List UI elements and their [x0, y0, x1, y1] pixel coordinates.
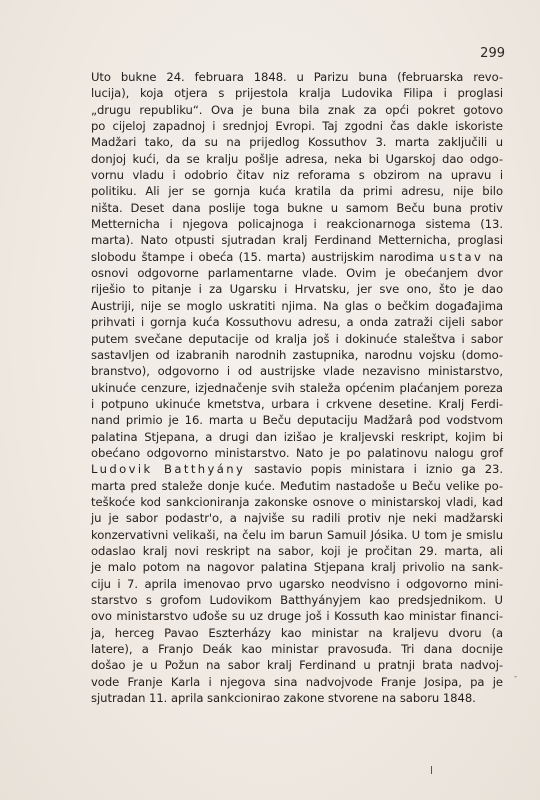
- spaced-word-ustav: ustav: [439, 249, 484, 264]
- text-line-with-spaced-name: [91, 461, 503, 477]
- text-line: došao je u Požun na sabor kralj Ferdinand u pratnji brata nadvoj-: [91, 658, 503, 673]
- text-line: ovo ministarstvo uđoše su uz druge još i Kossuth kao ministar financi-: [91, 609, 503, 624]
- text-line: vornu vladu i odobrio čitav niz reforama s obzirom na upravu i: [91, 168, 503, 183]
- text-line: palatina Stjepana, a drugi dan izišao je kraljevski reskript, kojim bi: [91, 429, 503, 444]
- text-line: teškoće kod sankcioniranja zakonske osnove o ministarskoj vladi, kad: [91, 494, 503, 509]
- text-line: nand primio je 16. marta u Beču deputaciju Madžarâ pod vodstvom: [91, 413, 503, 428]
- text-line: riješio to pitanje i za Ugarsku i Hrvatsku, jer sve ono, što je dao: [91, 282, 503, 297]
- text-fragment: slobodu štampe i obeća (15. marta) austrijskim narodima: [91, 249, 435, 264]
- text-line: Metternicha i njegova policajnoga i reakcionarnoga sistema (13.: [91, 217, 503, 232]
- text-fragment: na: [488, 249, 504, 264]
- text-line: marta pred staleže donje kuće. Međutim nastadoše u Beču velike po-: [91, 478, 503, 493]
- text-line-with-spaced-word: [91, 249, 503, 265]
- text-line: Madžari tako, da su na prijedlog Kossuthov 3. marta zaključili u: [91, 135, 503, 150]
- spaced-name: Ludovik Batthyány: [91, 462, 246, 477]
- body-text: [91, 69, 503, 706]
- page-number: 299: [480, 46, 505, 61]
- print-mark: [431, 766, 432, 774]
- text-line: politiku. Ali jer se gornja kuća kratila da primi adresu, nije bilo: [91, 184, 503, 199]
- text-line: latere), a Franjo Deák kao ministar pravosuđa. Tri dana docnije: [91, 642, 503, 657]
- text-line: „drugu republiku“. Ova je buna bila znak za opći pokret gotovo: [91, 102, 503, 117]
- text-line: ništa. Deset dana poslije toga bukne u samom Beču buna protiv: [91, 200, 503, 215]
- text-line: odaslao kralj novi reskript na sabor, koji je pročitan 29. marta, ali: [91, 543, 503, 558]
- text-line: je malo potom na nagovor palatina Stjepana kralj privolio na sank-: [91, 560, 503, 575]
- text-line: konzervativni velikaši, na čelu im barun Samuil Jósika. U tom je smislu: [91, 527, 503, 542]
- text-line: i potpuno ukinuće kmetstva, urbara i crkvene desetine. Kralj Ferdi-: [91, 396, 503, 411]
- text-line: branstvo), odgovorno i od austrijske vlade nezavisno ministarstvo,: [91, 364, 503, 379]
- text-line: ukinuće cenzure, izjednačenje svih staleža općenim plaćanjem poreza: [91, 380, 503, 395]
- text-line: ju je sabor podastr'o, a najviše su radili protiv nje neki madžarski: [91, 511, 503, 526]
- text-line: Uto bukne 24. februara 1848. u Parizu buna (februarska revo-: [91, 70, 503, 84]
- text-line: prihvati i gornja kuća Kossuthovu adresu, a onda zatraži cijeli sabor: [91, 315, 503, 330]
- margin-mark: -: [514, 672, 518, 682]
- text-line: osnovi odgovorne parlamentarne vlade. Ovim je obećanjem dvor: [91, 266, 503, 281]
- text-line: obećano odgovorno ministarstvo. Nato je po palatinovu nalogu grof: [91, 445, 503, 460]
- text-line: lucija), koja otjera s prijestola kralja Ludovika Filipa i proglasi: [91, 86, 503, 101]
- text-line: po cijeloj zapadnoj i srednjoj Evropi. Taj zgodni čas dakle iskoriste: [91, 119, 503, 134]
- text-line: Austriji, nije se moglo uskratiti njima. Na glas o bečkim događajima: [91, 298, 503, 313]
- text-line: ciju i 7. aprila imenovao prvo ugarsko neodvisno i odgovorno mini-: [91, 576, 503, 591]
- text-line: donjoj kući, da se kralju pošlje adresa, neka bi Ugarskoj dao odgo-: [91, 151, 503, 166]
- text-line: sastavljen od izabranih narodnih zastupnika, narodnu vojsku (domo-: [91, 347, 503, 362]
- text-fragment: sastavio popis ministara i iznio ga 23.: [254, 462, 503, 477]
- text-line: ja, herceg Pavao Eszterházy kao ministar na kraljevu dvoru (a: [91, 625, 503, 640]
- text-line: marta). Nato otpusti sjutradan kralj Ferdinand Metternicha, proglasi: [91, 233, 503, 248]
- text-line: starstvo s grofom Ludovikom Batthyányjem kao predsjednikom. U: [91, 593, 503, 607]
- text-line: vode Franje Karla i njegova sina nadvojvode Franje Josipa, pa je: [91, 674, 503, 689]
- text-line-last: sjutradan 11. aprila sankcionirao zakone stvorene na saboru 1848.: [91, 691, 476, 706]
- text-line: putem svečane deputacije od kralja još i dokinuće staleštva i sabor: [91, 331, 503, 346]
